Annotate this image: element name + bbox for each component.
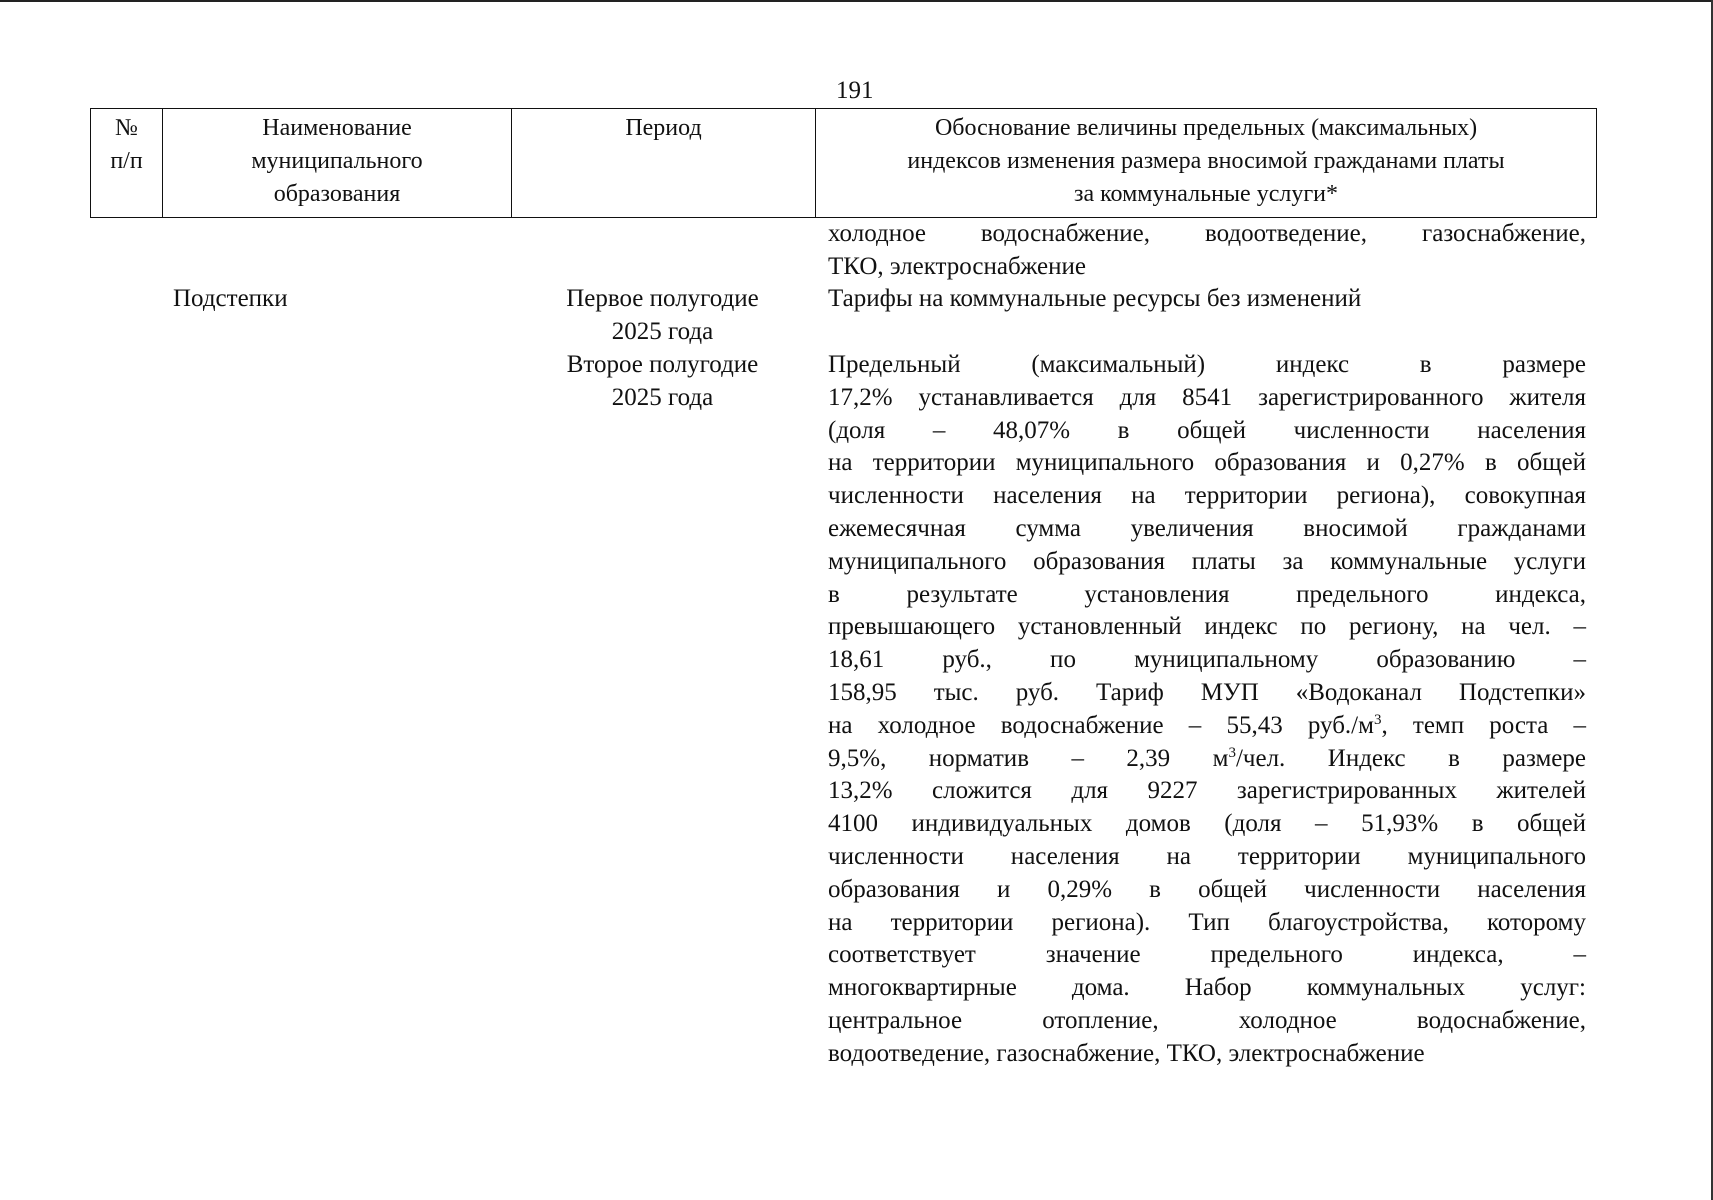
- text-line: (доля – 48,07% в общей численности населения: [828, 416, 1586, 444]
- text-line: 158,95 тыс. руб. Тариф МУП «Водоканал Подстепки»: [828, 678, 1586, 706]
- text-line: 4100 индивидуальных домов (доля – 51,93% в общей: [828, 810, 1586, 838]
- header-municipality: Наименование муниципального образования: [163, 109, 512, 218]
- text-line: соответствует значение предельного индекса, –: [828, 941, 1586, 969]
- text-line: на территории муниципального образования и 0,27% в общей: [828, 449, 1586, 477]
- text-line: численности населения на территории муниципального: [828, 842, 1586, 870]
- text-line: численности населения на территории региона), совокупная: [828, 482, 1586, 510]
- text-line: 9,5%, норматив – 2,39 $м^3$/чел. Индекс в размере: [828, 744, 1586, 772]
- text-line: превышающего установленный индекс по региону, на чел. –: [828, 613, 1586, 641]
- text-line: 13,2% сложится для 9227 зарегистрированных жителей: [828, 777, 1586, 805]
- text-line: водоотведение, газоснабжение, ТКО, электроснабжение: [828, 1039, 1425, 1067]
- text-line: в результате установления предельного индекса,: [828, 580, 1586, 608]
- header-period: Период: [512, 109, 816, 218]
- period-first-half: Первое полугодие 2025 года: [566, 285, 759, 345]
- text-line: 18,61 руб., по муниципальному образованию –: [828, 646, 1586, 674]
- page-number: 191: [836, 77, 874, 104]
- continuation-text: [828, 218, 1586, 284]
- justification-second-half: [828, 349, 1586, 1071]
- municipality-name: Подстепки: [173, 285, 288, 312]
- table-header: [90, 108, 1597, 218]
- text-line: 17,2% устанавливается для 8541 зарегистрированного жителя: [828, 383, 1586, 411]
- text-line: на холодное водоснабжение – 55,43 $руб./м^3$, темп роста –: [828, 711, 1587, 739]
- text-line: многоквартирные дома. Набор коммунальных услуг:: [828, 974, 1586, 1002]
- period-second-half: Второе полугодие 2025 года: [566, 351, 759, 411]
- text-line: ТКО, электроснабжение: [828, 252, 1086, 280]
- header-number: № п/п: [91, 109, 163, 218]
- text-line: муниципального образования платы за коммунальные услуги: [828, 547, 1586, 575]
- header-justification: Обоснование величины предельных (максимальных) индексов изменения размера вносимой гражданами платы за коммунальные услуги*: [816, 109, 1597, 218]
- text-line: Предельный (максимальный) индекс в размере: [828, 351, 1586, 378]
- scan-edge-top: [0, 0, 1713, 2]
- text-line: холодное водоснабжение, водоотведение, газоснабжение,: [828, 220, 1586, 247]
- text-line: центральное отопление, холодное водоснабжение,: [828, 1006, 1586, 1034]
- text-line: образования и 0,29% в общей численности населения: [828, 875, 1586, 903]
- text-line: ежемесячная сумма увеличения вносимой гражданами: [828, 514, 1586, 542]
- table-header-row: [91, 109, 1597, 218]
- text-line: на территории региона). Тип благоустройства, которому: [828, 908, 1586, 936]
- justification-first-half: Тарифы на коммунальные ресурсы без изменений: [828, 285, 1362, 312]
